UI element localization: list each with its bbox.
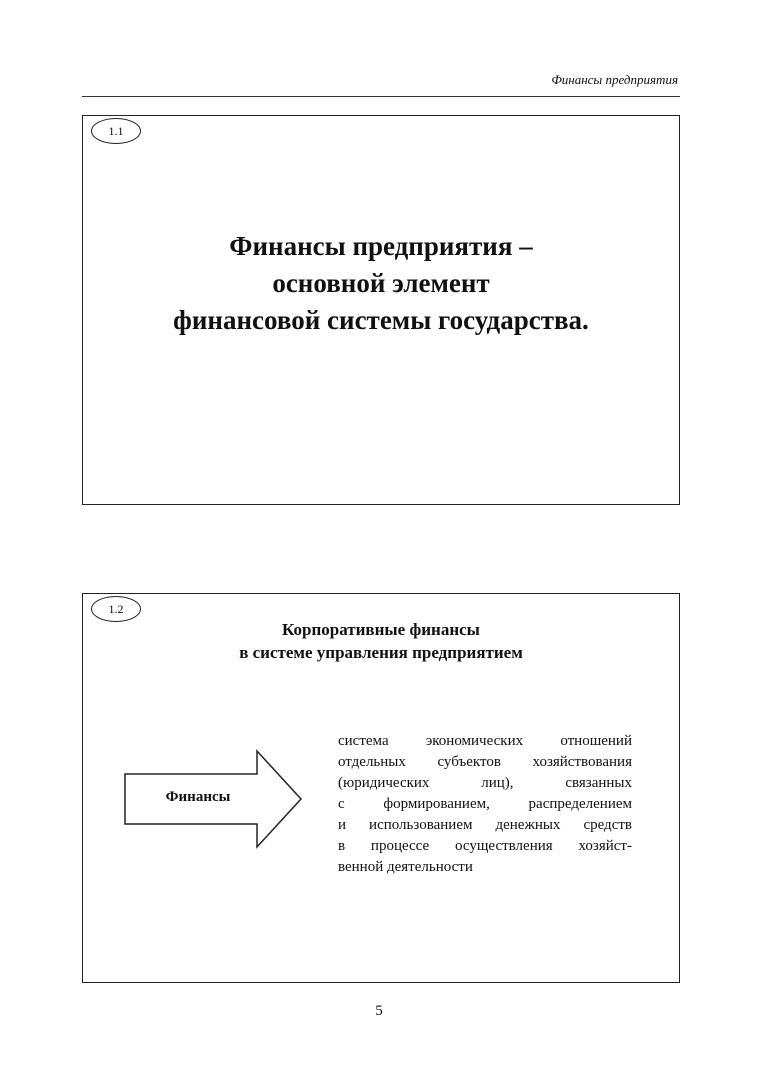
page-number: 5 [375,1003,383,1019]
definition-line: и использованием денежных средств [338,817,632,833]
slide-number-badge: 1.2 [91,596,141,622]
running-header: Финансы предприятия [551,72,678,87]
slide-2 [82,593,680,983]
arrow-label: Финансы [165,789,231,805]
right-arrow-shape [123,749,303,849]
header-rule [82,96,680,97]
slide-number-badge: 1.1 [91,118,141,144]
title-line: в системе управления предприятием [239,643,523,662]
title-line: финансовой системы государства. [173,305,589,335]
slide-title [83,618,679,664]
title-line: Корпоративные финансы [282,620,480,639]
definition-text [338,731,632,878]
definition-line: в процессе осуществления хозяйст- [338,838,632,854]
title-line: Финансы предприятия – [229,231,533,261]
definition-line: с формированием, распределением [338,796,632,812]
title-line: основной элемент [272,268,490,298]
slide-title [83,228,679,339]
slide-1 [82,115,680,505]
definition-line: (юридических лиц), связанных [338,775,632,791]
definition-line: венной деятельности [338,859,473,875]
definition-line: система экономических отношений [338,733,632,749]
definition-line: отдельных субъектов хозяйствования [338,754,632,770]
